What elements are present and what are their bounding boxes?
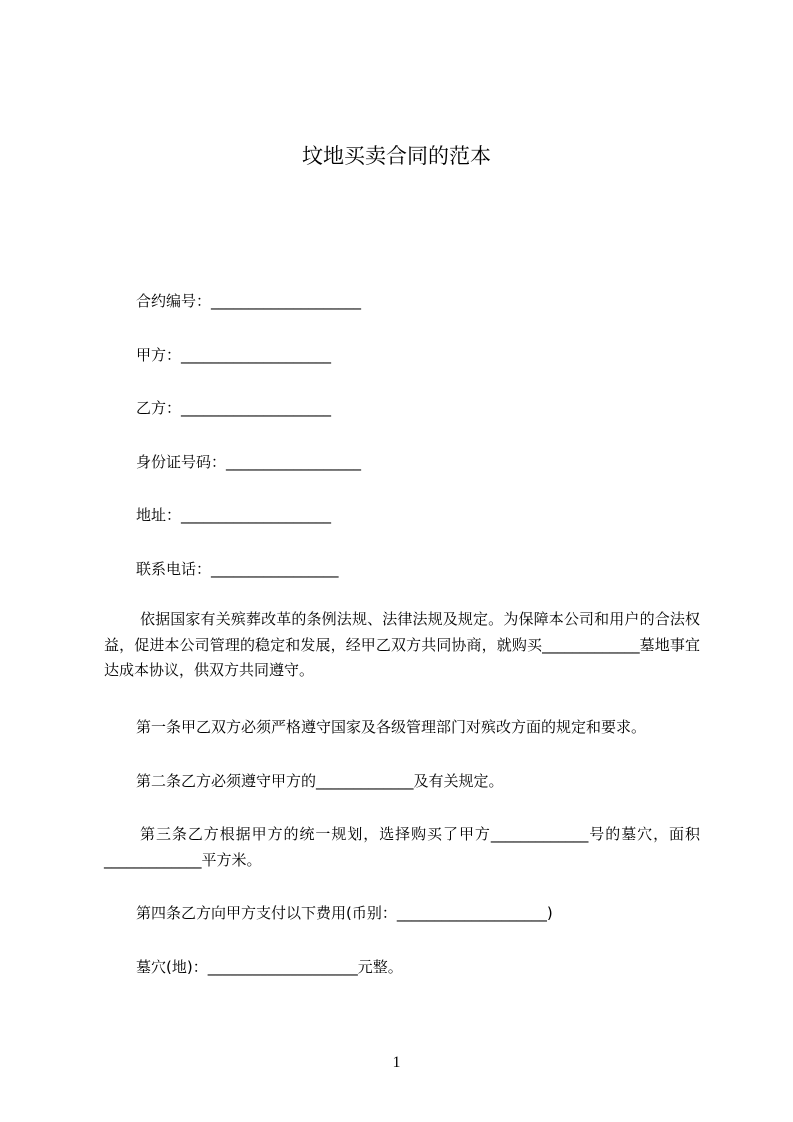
phone-field: 联系电话：_________________ bbox=[136, 560, 339, 578]
id-number-field: 身份证号码：__________________ bbox=[136, 453, 362, 471]
article-2: 第二条乙方必须遵守甲方的_____________及有关规定。 bbox=[136, 772, 504, 790]
document-title: 坟地买卖合同的范本 bbox=[302, 144, 491, 168]
grave-fee-line: 墓穴(地)：____________________元整。 bbox=[136, 958, 403, 976]
contract-number-field: 合约编号：____________________ bbox=[136, 292, 362, 310]
address-field: 地址：____________________ bbox=[136, 506, 332, 524]
party-b-field: 乙方：____________________ bbox=[136, 399, 332, 417]
article-4: 第四条乙方向甲方支付以下费用(币别：____________________) bbox=[136, 904, 553, 922]
preamble-paragraph: 依据国家有关殡葬改革的条例法规、法律法规及规定。为保障本公司和用户的合法权益，促进本公司管理的稳定和发展，经甲乙双方共同协商，就购买_____________墓地事宜达成本协议，供双方共同遵守。 bbox=[104, 610, 700, 679]
party-a-field: 甲方：____________________ bbox=[136, 346, 332, 364]
article-3: 第三条乙方根据甲方的统一规划，选择购买了甲方_____________号的墓穴，面积_____________平方米。 bbox=[104, 825, 700, 869]
page-number: 1 bbox=[392, 1054, 401, 1071]
article-1: 第一条甲乙双方必须严格遵守国家及各级管理部门对殡改方面的规定和要求。 bbox=[136, 718, 647, 736]
